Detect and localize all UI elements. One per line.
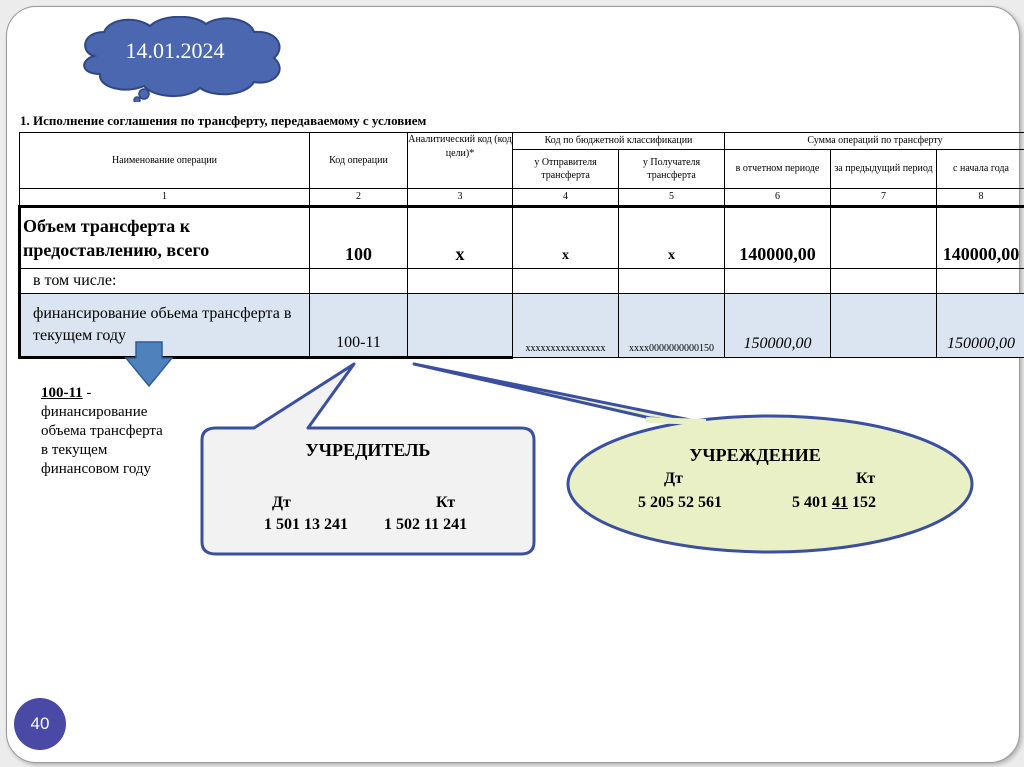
founder-debit-account: 1 501 13 241	[264, 516, 348, 533]
date-label: 14.01.2024	[125, 38, 225, 63]
institution-debit-account: 5 205 52 561	[638, 494, 722, 511]
row-from-start: 140000,00	[937, 207, 1024, 269]
col-number: 5	[619, 189, 725, 207]
note-suffix: -	[82, 385, 92, 401]
table-row	[20, 207, 1024, 269]
institution-debit-label: Дт	[664, 470, 683, 487]
note-text: финансирование объема трансферта в текущем финансовом году	[41, 404, 163, 477]
header-previous: за предыдущий период	[831, 150, 937, 189]
institution-credit-label: Кт	[856, 470, 876, 487]
founder-credit-label: Кт	[436, 494, 456, 511]
row-receiver: xxxx0000000000150	[619, 294, 725, 358]
table-row	[20, 269, 1024, 294]
row-name: Объем трансферта к предоставлению, всего	[20, 207, 310, 269]
institution-title: УЧРЕЖДЕНИЕ	[689, 445, 821, 465]
note-code: 100-11	[41, 385, 83, 401]
header-sender: у Отправителя трансферта	[513, 150, 619, 189]
col-number: 6	[725, 189, 831, 207]
col-number: 4	[513, 189, 619, 207]
col-number: 3	[408, 189, 513, 207]
row-from-start: 150000,00	[937, 294, 1024, 358]
header-name: Наименование операции	[20, 133, 310, 189]
header-reporting: в отчетном периоде	[725, 150, 831, 189]
page-number-badge: 40	[14, 698, 66, 750]
col-number: 7	[831, 189, 937, 207]
down-arrow-icon	[124, 340, 174, 388]
header-receiver: у Получателя трансферта	[619, 150, 725, 189]
row-sender: x	[513, 207, 619, 269]
row-name: в том числе:	[20, 269, 310, 294]
institution-credit-account: 5 401 41 152	[792, 494, 876, 511]
col-number: 8	[937, 189, 1024, 207]
row-code: 100	[310, 207, 408, 269]
header-code: Код операции	[310, 133, 408, 189]
transfer-table	[18, 132, 1024, 359]
row-sender: xxxxxxxxxxxxxxxx	[513, 294, 619, 358]
row-receiver: x	[619, 207, 725, 269]
row-code: 100-11	[310, 294, 408, 358]
row-previous	[831, 294, 937, 358]
founder-title: УЧРЕДИТЕЛЬ	[305, 440, 431, 460]
col-number: 2	[310, 189, 408, 207]
founder-credit-account: 1 502 11 241	[384, 516, 468, 533]
header-budget-group: Код по бюджетной классификации	[513, 133, 725, 150]
row-name: финансирование обьема трансферта в текущем году	[20, 294, 310, 358]
col-number: 1	[20, 189, 310, 207]
code-note	[41, 384, 171, 479]
header-from-start: с начала года	[937, 150, 1024, 189]
header-analytic: Аналитический код (код цели)*	[408, 133, 513, 189]
institution-credit-highlight: 41	[832, 494, 848, 511]
section-heading: 1. Исполнение соглашения по трансферту, передаваемому с условием	[20, 113, 427, 128]
header-sum-group: Сумма операций по трансферту	[725, 133, 1024, 150]
row-analytic: x	[408, 207, 513, 269]
row-reporting: 150000,00	[725, 294, 831, 358]
row-reporting: 140000,00	[725, 207, 831, 269]
founder-debit-label: Дт	[272, 494, 291, 511]
row-analytic	[408, 294, 513, 358]
row-previous	[831, 207, 937, 269]
